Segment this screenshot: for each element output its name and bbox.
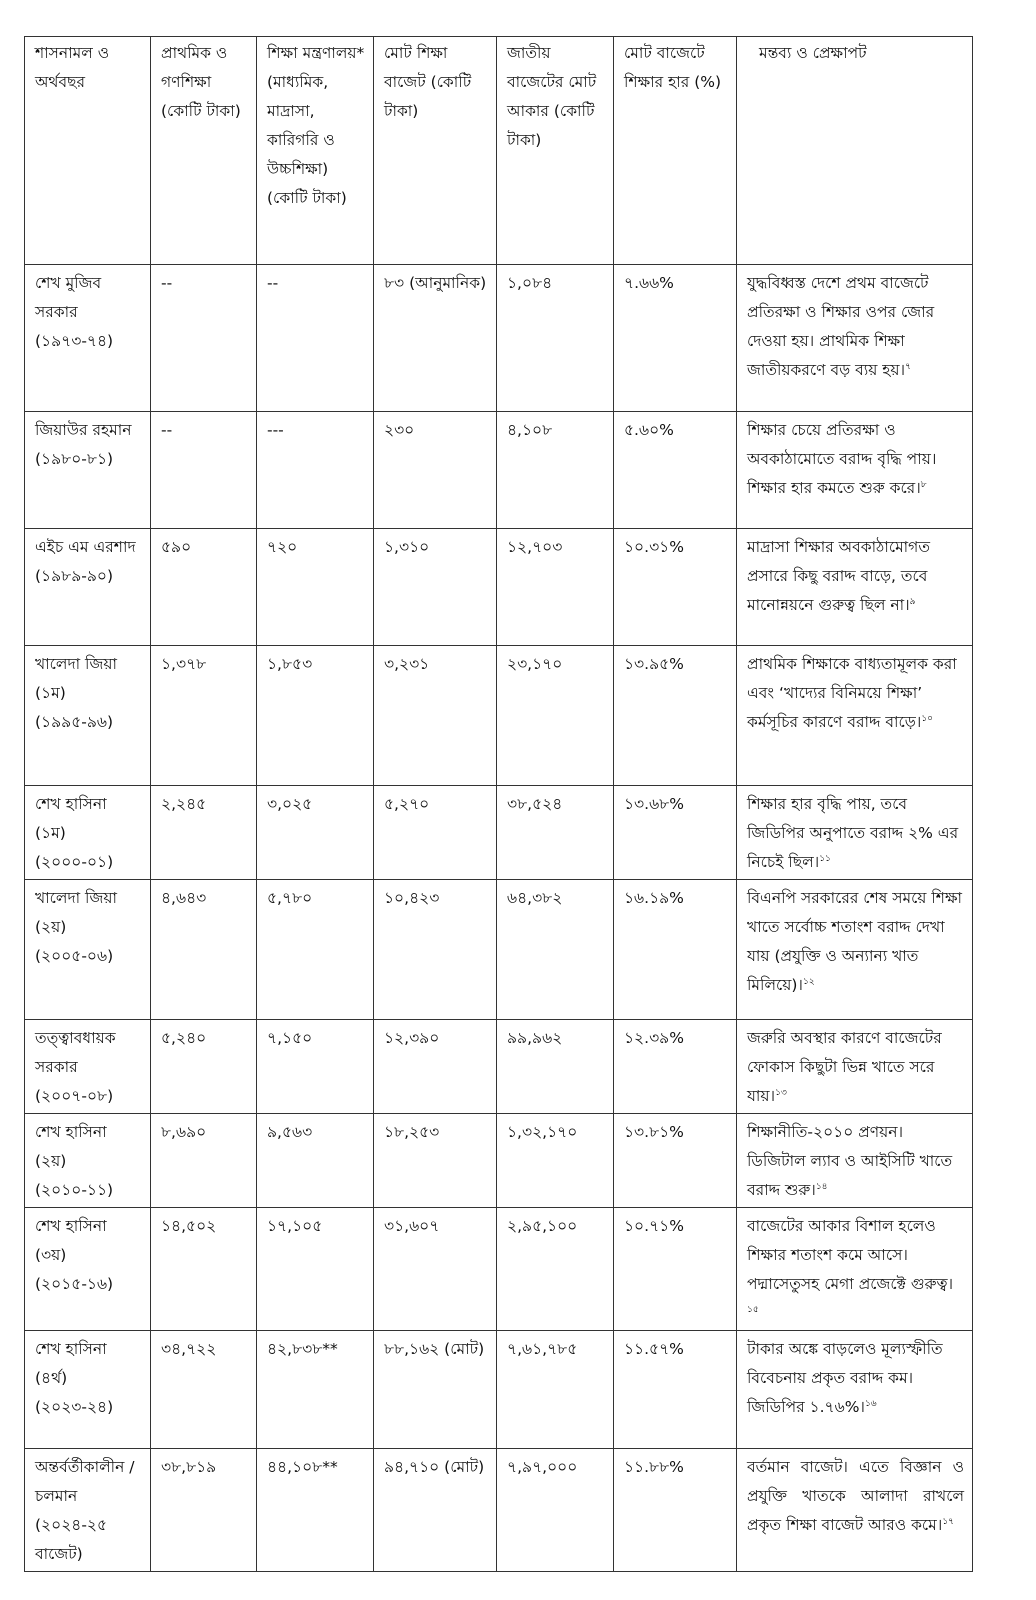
table-row [25,880,973,1020]
note-cell [737,529,973,646]
primary-cell: ৩৮,৮১৯ [151,1449,257,1572]
regime-cell: শেখ হাসিনা (১ম) (২০০০-০১) [25,786,151,880]
regime-cell: শেখ হাসিনা (৩য়) (২০১৫-১৬) [25,1208,151,1331]
primary-cell: ১,৩৭৮ [151,646,257,786]
header-total: মোট শিক্ষা বাজেট (কোটি টাকা) [374,37,497,265]
footnote-ref: ১২ [802,976,815,987]
note-text: টাকার অঙ্কে বাড়লেও মূল্যস্ফীতি বিবেচনায় প্রকৃত বরাদ্দ কম। জিডিপির ১.৭৬%। [747,1340,943,1416]
footnote-ref: ১৭ [942,1516,955,1527]
note-text: বিএনপি সরকারের শেষ সময়ে শিক্ষা খাতে সর্বোচ্চ শতাংশ বরাদ্দ দেখা যায় (প্রযুক্তি ও অন্যান্য খাত মিলিয়ে)। [747,889,963,994]
total-cell: ৮৩ (আনুমানিক) [374,265,497,412]
footnote-ref: ১৪ [815,1181,828,1192]
regime-cell: খালেদা জিয়া (১ম) (১৯৯৫-৯৬) [25,646,151,786]
note-text: শিক্ষানীতি-২০১০ প্রণয়ন। ডিজিটাল ল্যাব ও আইসিটি খাতে বরাদ্দ শুরু। [747,1123,953,1199]
primary-cell: -- [151,265,257,412]
header-share: মোট বাজেটে শিক্ষার হার (%) [614,37,737,265]
regime-cell: জিয়াউর রহমান (১৯৮০-৮১) [25,412,151,529]
note-cell [737,1114,973,1208]
primary-cell: ৫,২৪০ [151,1020,257,1114]
ministry-cell: -- [257,265,374,412]
note-text: মাদ্রাসা শিক্ষার অবকাঠামোগত প্রসারে কিছু বরাদ্দ বাড়ে, তবে মানোন্নয়নে গুরুত্ব ছিল না। [747,538,930,614]
table-row [25,1114,973,1208]
national-cell: ১,৩২,১৭০ [497,1114,614,1208]
footnote-ref: ১০ [921,713,934,724]
regime-cell: তত্ত্বাবধায়ক সরকার (২০০৭-০৮) [25,1020,151,1114]
ministry-cell: --- [257,412,374,529]
national-cell: ৭,৯৭,০০০ [497,1449,614,1572]
header-national: জাতীয় বাজেটের মোট আকার (কোটি টাকা) [497,37,614,265]
footnote-ref: ৯ [909,596,916,607]
regime-cell: অন্তর্বর্তীকালীন /চলমান (২০২৪-২৫ বাজেট) [25,1449,151,1572]
ministry-cell: ৯,৫৬৩ [257,1114,374,1208]
note-text: বর্তমান বাজেট। এতে বিজ্ঞান ও প্রযুক্তি খাতকে আলাদা রাখলে প্রকৃত শিক্ষা বাজেট আরও কমে। [747,1458,964,1534]
share-cell: ৫.৬০% [614,412,737,529]
national-cell: ৯৯,৯৬২ [497,1020,614,1114]
footnote-ref: ৮ [920,479,927,490]
national-cell: ৭,৬১,৭৮৫ [497,1331,614,1449]
note-cell [737,412,973,529]
ministry-cell: ১,৮৫৩ [257,646,374,786]
share-cell: ১১.৮৮% [614,1449,737,1572]
note-text: শিক্ষার চেয়ে প্রতিরক্ষা ও অবকাঠামোতে বরাদ্দ বৃদ্ধি পায়। শিক্ষার হার কমতে শুরু করে। [747,421,937,497]
table-row [25,786,973,880]
total-cell: ৩,২৩১ [374,646,497,786]
header-row [25,37,973,265]
table-row [25,1449,973,1572]
note-text: বাজেটের আকার বিশাল হলেও শিক্ষার শতাংশ কমে আসে। পদ্মাসেতুসহ মেগা প্রজেক্টে গুরুত্ব। [747,1217,954,1293]
national-cell: ৩৮,৫২৪ [497,786,614,880]
header-regime: শাসনামল ও অর্থবছর [25,37,151,265]
total-cell: ১,৩১০ [374,529,497,646]
regime-cell: শেখ হাসিনা (৪র্থ)(২০২৩-২৪) [25,1331,151,1449]
share-cell: ৭.৬৬% [614,265,737,412]
table-row [25,646,973,786]
share-cell: ১৩.৮১% [614,1114,737,1208]
table-row [25,1020,973,1114]
ministry-cell: ৭২০ [257,529,374,646]
primary-cell: ৩৪,৭২২ [151,1331,257,1449]
total-cell: ২৩০ [374,412,497,529]
footnote-ref: ১৬ [864,1398,877,1409]
share-cell: ১৩.৯৫% [614,646,737,786]
note-cell [737,1331,973,1449]
primary-cell: ৪,৬৪৩ [151,880,257,1020]
table-row [25,412,973,529]
share-cell: ১২.৩৯% [614,1020,737,1114]
note-cell [737,1020,973,1114]
total-cell: ৯৪,৭১০ (মোট) [374,1449,497,1572]
footnote-ref: ১৩ [775,1087,787,1098]
share-cell: ১৬.১৯% [614,880,737,1020]
national-cell: ৪,১০৮ [497,412,614,529]
ministry-cell: ৪৪,১০৮** [257,1449,374,1572]
share-cell: ১০.৩১% [614,529,737,646]
ministry-cell: ৪২,৮৩৮** [257,1331,374,1449]
note-cell [737,1208,973,1331]
footnote-ref: ৭ [905,361,911,372]
header-primary: প্রাথমিক ও গণশিক্ষা (কোটি টাকা) [151,37,257,265]
primary-cell: ২,২৪৫ [151,786,257,880]
table-row [25,265,973,412]
education-budget-table [24,36,973,1572]
regime-cell: শেখ মুজিব সরকার (১৯৭৩-৭৪) [25,265,151,412]
total-cell: ১২,৩৯০ [374,1020,497,1114]
national-cell: ৬৪,৩৮২ [497,880,614,1020]
note-cell [737,646,973,786]
national-cell: ১২,৭০৩ [497,529,614,646]
regime-cell: এইচ এম এরশাদ (১৯৮৯-৯০) [25,529,151,646]
share-cell: ১০.৭১% [614,1208,737,1331]
note-cell [737,1449,973,1572]
primary-cell: -- [151,412,257,529]
note-text: প্রাথমিক শিক্ষাকে বাধ্যতামূলক করা এবং ‘খাদ্যের বিনিময়ে শিক্ষা’ কর্মসূচির কারণে বরাদ্দ বাড়ে। [747,655,957,731]
total-cell: ৫,২৭০ [374,786,497,880]
share-cell: ১১.৫৭% [614,1331,737,1449]
note-cell [737,786,973,880]
header-ministry: শিক্ষা মন্ত্রণালয়* (মাধ্যমিক, মাদ্রাসা, কারিগরি ও উচ্চশিক্ষা) (কোটি টাকা) [257,37,374,265]
total-cell: ৮৮,১৬২ (মোট) [374,1331,497,1449]
total-cell: ১৮,২৫৩ [374,1114,497,1208]
primary-cell: ৮,৬৯০ [151,1114,257,1208]
footnote-ref: ১৫ [747,1304,759,1315]
national-cell: ২,৯৫,১০০ [497,1208,614,1331]
ministry-cell: ৭,১৫০ [257,1020,374,1114]
note-cell [737,265,973,412]
primary-cell: ১৪,৫০২ [151,1208,257,1331]
table-row [25,529,973,646]
note-text: জরুরি অবস্থার কারণে বাজেটের ফোকাস কিছুটা ভিন্ন খাতে সরে যায়। [747,1029,942,1105]
share-cell: ১৩.৬৮% [614,786,737,880]
ministry-cell: ৩,০২৫ [257,786,374,880]
primary-cell: ৫৯০ [151,529,257,646]
table-row [25,1208,973,1331]
note-cell [737,880,973,1020]
national-cell: ২৩,১৭০ [497,646,614,786]
total-cell: ১০,৪২৩ [374,880,497,1020]
total-cell: ৩১,৬০৭ [374,1208,497,1331]
national-cell: ১,০৮৪ [497,265,614,412]
ministry-cell: ১৭,১০৫ [257,1208,374,1331]
regime-cell: শেখ হাসিনা (২য়) (২০১০-১১) [25,1114,151,1208]
note-text: শিক্ষার হার বৃদ্ধি পায়, তবে জিডিপির অনুপাতে বরাদ্দ ২% এর নিচেই ছিল। [747,795,959,871]
regime-cell: খালেদা জিয়া (২য়) (২০০৫-০৬) [25,880,151,1020]
table-row [25,1331,973,1449]
footnote-ref: ১১ [819,853,831,864]
ministry-cell: ৫,৭৮০ [257,880,374,1020]
note-text: যুদ্ধবিধ্বস্ত দেশে প্রথম বাজেটে প্রতিরক্ষা ও শিক্ষার ওপর জোর দেওয়া হয়। প্রাথমিক শিক্ষা জাতীয়করণে বড় ব্যয় হয়। [747,274,935,379]
header-note: মন্তব্য ও প্রেক্ষাপট [737,37,973,265]
